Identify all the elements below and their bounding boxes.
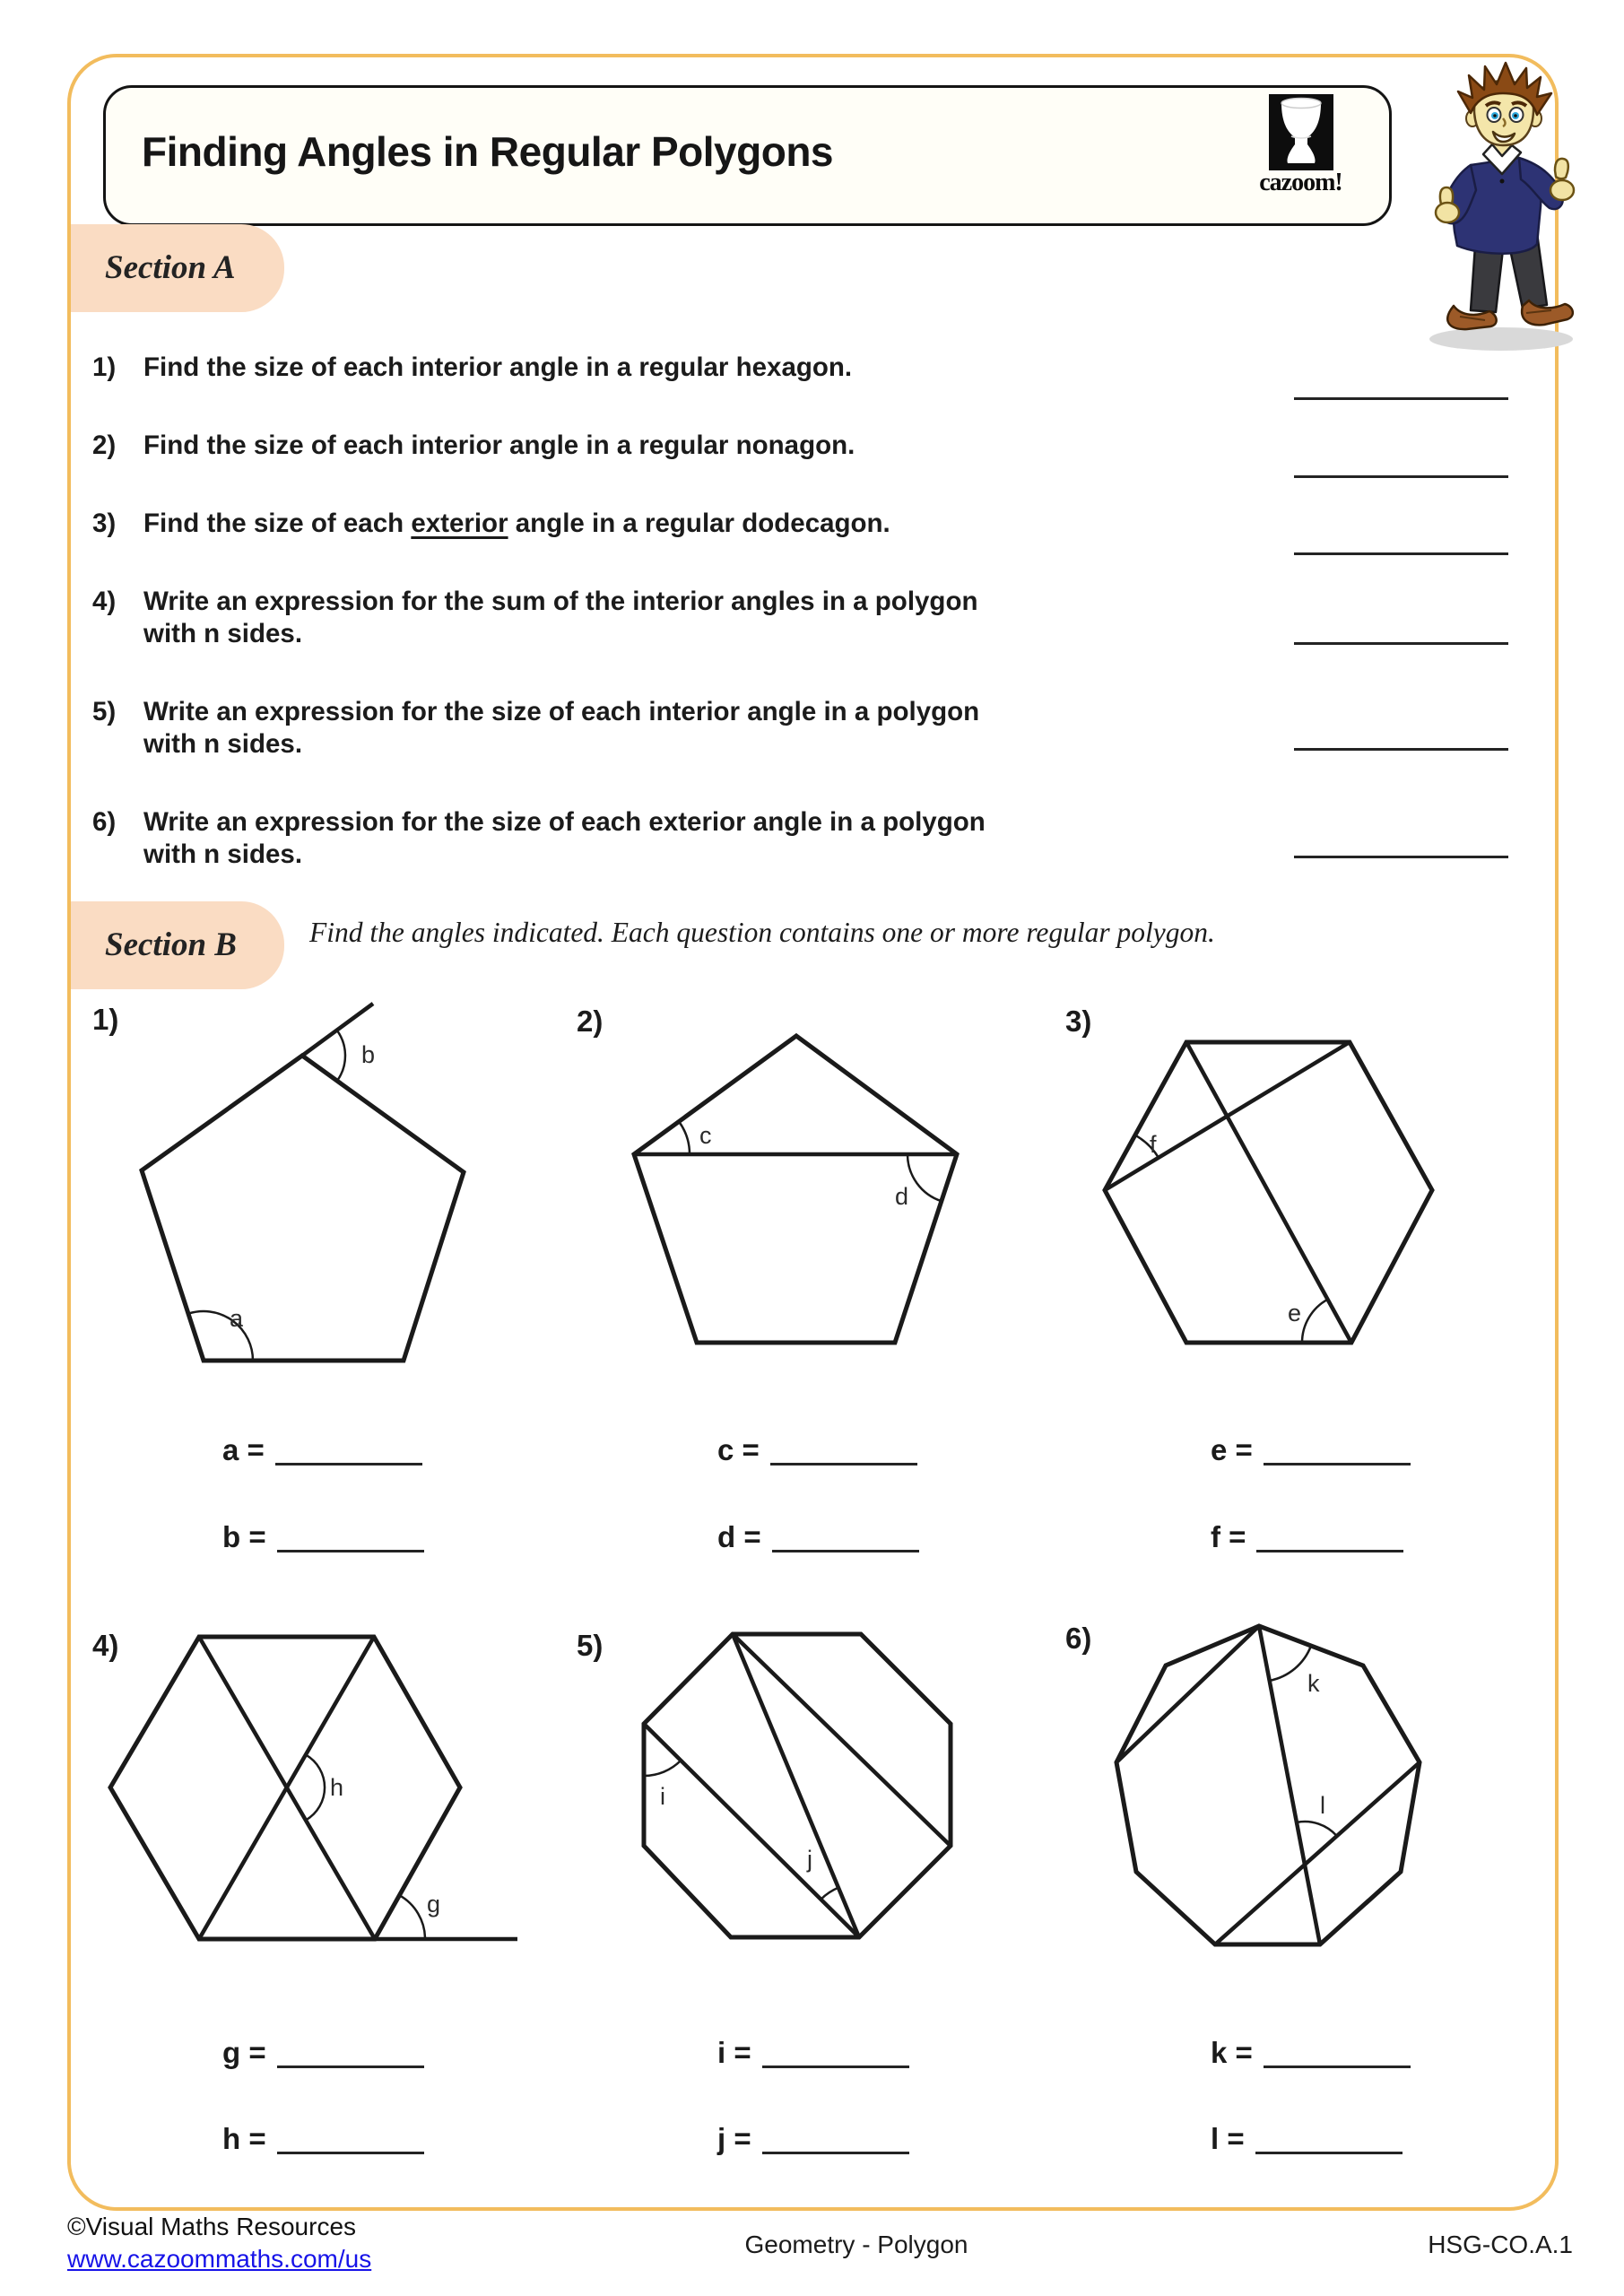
cazoom-logo [1218,94,1384,197]
answer-line[interactable] [772,1519,919,1552]
logo-text: cazoom! [1259,169,1342,196]
angle-label-e: e [1288,1300,1302,1326]
question-4: 4) Write an expression for the sum of the interior angles in a polygon with n sides. [92,587,978,648]
answer-line-q2[interactable] [1294,475,1508,478]
section-a-label: Section A [105,249,236,286]
figure-4-number: 4) [92,1629,119,1662]
answer-line[interactable] [277,1519,424,1552]
answer-blank-g[interactable]: g = [222,2034,424,2068]
question-6: 6) Write an expression for the size of each exterior angle in a polygon with n sides. [92,807,986,869]
figure-3-hexagon [1040,991,1524,1404]
answer-line-q1[interactable] [1294,397,1508,400]
figure-1-pentagon [72,991,556,1404]
figure-6-nonagon [1040,1623,1524,1964]
angle-label-j: j [807,1846,812,1873]
figure-4-hexagon [72,1623,556,1964]
answer-blank-l[interactable]: l = [1211,2120,1403,2154]
angle-label-c: c [699,1122,712,1149]
answer-blank-j[interactable]: j = [717,2120,909,2154]
figure-2-pentagon [556,991,1040,1404]
answer-line[interactable] [762,2121,909,2154]
figure-6-number: 6) [1065,1622,1092,1655]
answer-line[interactable] [1264,2035,1411,2068]
figure-2-number: 2) [577,1004,604,1038]
answer-blank-d[interactable]: d = [717,1518,919,1552]
section-b-instruction: Find the angles indicated. Each question contains one or more regular polygon. [309,917,1215,948]
angle-label-d: d [895,1183,909,1210]
question-5: 5) Write an expression for the size of each interior angle in a polygon with n sides. [92,697,980,759]
angle-label-h: h [330,1774,344,1801]
angle-label-g: g [427,1891,441,1918]
answer-blank-f[interactable]: f = [1211,1518,1403,1552]
title-box [103,85,1392,226]
angle-label-i: i [660,1783,665,1810]
page-title: Finding Angles in Regular Polygons [142,128,833,175]
figure-1-number: 1) [92,1003,119,1036]
answer-line[interactable] [1256,1519,1403,1552]
question-3: 3) Find the size of each exterior angle in a regular dodecagon. [92,509,890,538]
footer-copyright: ©Visual Maths Resources [67,2213,357,2240]
angle-label-a: a [230,1305,244,1332]
section-b-label: Section B [105,926,237,963]
answer-blank-e[interactable]: e = [1211,1431,1411,1465]
answer-line[interactable] [1264,1432,1411,1465]
angle-label-f: f [1150,1131,1157,1158]
angle-label-k: k [1307,1670,1320,1697]
answer-line[interactable] [770,1432,917,1465]
answer-blank-a[interactable]: a = [222,1431,422,1465]
footer-link[interactable]: www.cazoommaths.com/us [67,2245,372,2273]
footer-topic: Geometry - Polygon [744,2231,968,2258]
answer-line-q5[interactable] [1294,748,1508,751]
answer-blank-h[interactable]: h = [222,2120,424,2154]
angle-label-b: b [361,1041,376,1068]
angle-label-l: l [1320,1792,1325,1819]
answer-blank-k[interactable]: k = [1211,2034,1411,2068]
question-2: 2) Find the size of each interior angle in a regular nonagon. [92,430,855,460]
cartoon-boy-mascot [1401,56,1611,353]
figure-5-octagon [556,1623,1040,1964]
figure-5-number: 5) [577,1629,604,1662]
footer-standard-code: HSG-CO.A.1 [1428,2231,1573,2258]
figure-3-number: 3) [1065,1004,1092,1038]
section-b-pill [71,901,284,989]
answer-line-q3[interactable] [1294,552,1508,555]
section-a-pill [71,224,284,312]
answer-line[interactable] [1255,2121,1403,2154]
answer-line[interactable] [277,2035,424,2068]
goblet-drum-icon [1269,94,1333,170]
question-1: 1) Find the size of each interior angle in a regular hexagon. [92,352,853,382]
answer-line[interactable] [275,1432,422,1465]
section-a-questions [92,352,1285,917]
answer-blank-i[interactable]: i = [717,2034,909,2068]
answer-line[interactable] [277,2121,424,2154]
answer-line-q4[interactable] [1294,642,1508,645]
answer-blank-b[interactable]: b = [222,1518,424,1552]
answer-line[interactable] [762,2035,909,2068]
answer-line-q6[interactable] [1294,856,1508,858]
answer-blank-c[interactable]: c = [717,1431,917,1465]
